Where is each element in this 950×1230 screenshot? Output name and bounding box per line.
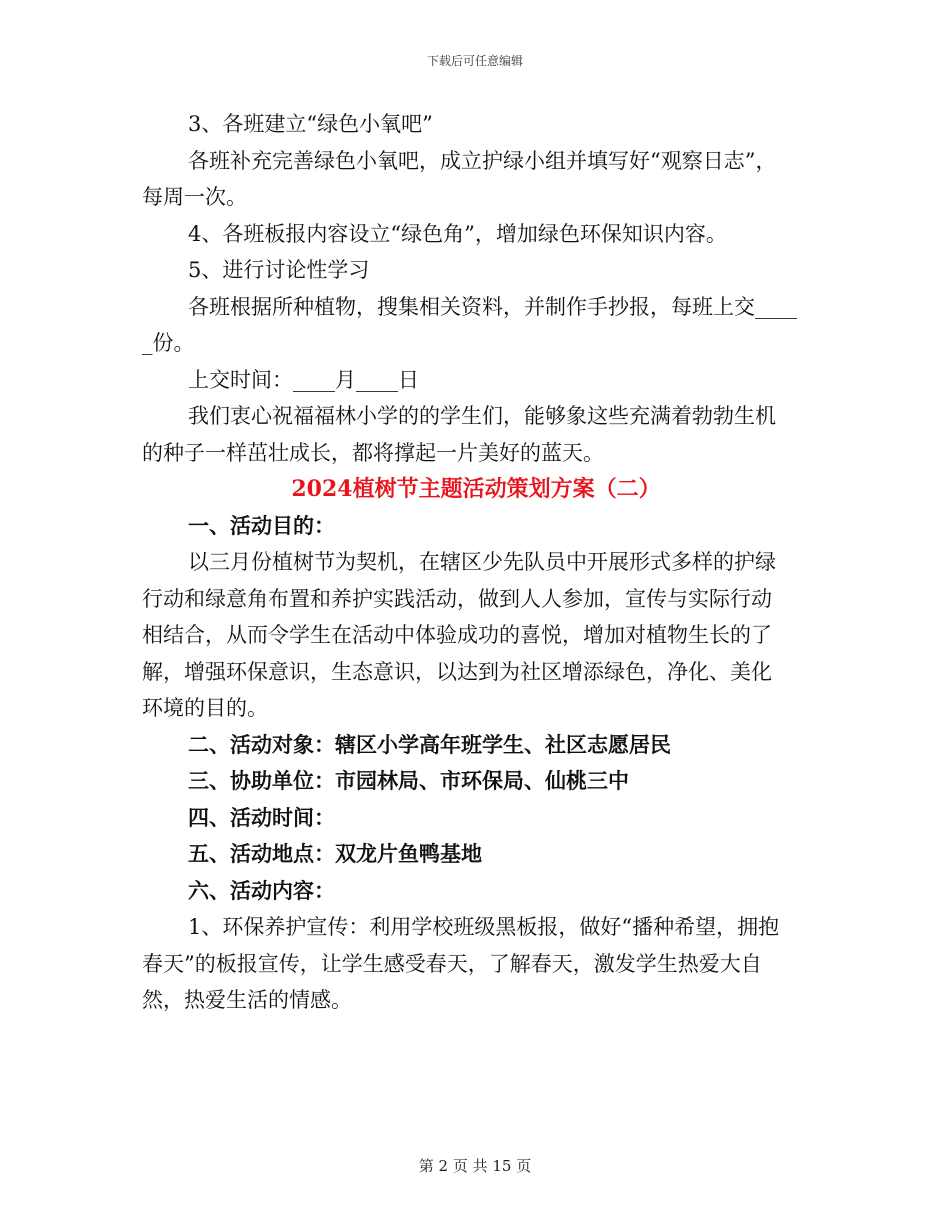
content-item1-line-3: 然，热爱生活的情感。 [142, 988, 352, 1012]
goal-heading: 一、活动目的： [188, 512, 335, 538]
content-item1-line-1: 1、环保养护宣传：利用学校班级黑板报，做好“播种希望，拥抱 [188, 915, 780, 939]
closing-line-2: 的种子一样茁壮成长，都将撑起一片美好的蓝天。 [142, 440, 604, 465]
item5-heading: 5、进行讨论性学习 [188, 258, 370, 282]
plan2-title: 2024植树节主题活动策划方案（二） [291, 476, 661, 502]
goal-line-2: 行动和绿意角布置和养护实践活动，做到人人参加，宣传与实际行动 [142, 586, 772, 611]
target-line: 二、活动对象：辖区小学高年班学生、社区志愿居民 [188, 731, 671, 757]
item3-body-line-1: 各班补充完善绿色小氧吧，成立护绿小组并填写好“观察日志”， [188, 148, 777, 173]
assist-line: 三、协助单位：市园林局、市环保局、仙桃三中 [188, 768, 629, 793]
item5-body-line-1: 各班根据所种植物，搜集相关资料，并制作手抄报，每班上交____ [188, 294, 797, 319]
content-heading: 六、活动内容： [188, 877, 335, 903]
goal-line-1: 以三月份植树节为契机，在辖区少先队员中开展形式多样的护绿 [188, 550, 776, 574]
place-line: 五、活动地点：双龙片鱼鸭基地 [188, 841, 482, 866]
submit-time: 上交时间：____月____日 [188, 367, 419, 392]
goal-line-3: 相结合，从而令学生在活动中体验成功的喜悦，增加对植物生长的了 [142, 623, 772, 647]
time-line: 四、活动时间： [188, 804, 335, 830]
item3-body-line-2: 每周一次。 [142, 185, 247, 209]
goal-line-4: 解，增强环保意识，生态意识，以达到为社区增添绿色，净化、美化 [142, 659, 772, 684]
goal-line-5: 环境的目的。 [142, 696, 268, 720]
page-header-note: 下载后可任意编辑 [426, 54, 523, 68]
closing-line-1: 我们衷心祝福福林小学的的学生们，能够象这些充满着勃勃生机 [188, 404, 776, 428]
item3-heading: 3、各班建立“绿色小氧吧” [188, 112, 433, 136]
item5-body-line-2: _份。 [142, 331, 195, 355]
document-body [142, 106, 810, 1019]
page-footer: 第 2 页 共 15 页 [418, 1157, 532, 1175]
item4-text: 4、各班板报内容设立“绿色角”，增加绿色环保知识内容。 [188, 221, 727, 246]
content-item1-line-2: 春天”的板报宣传，让学生感受春天，了解春天，激发学生热爱大自 [142, 951, 762, 976]
